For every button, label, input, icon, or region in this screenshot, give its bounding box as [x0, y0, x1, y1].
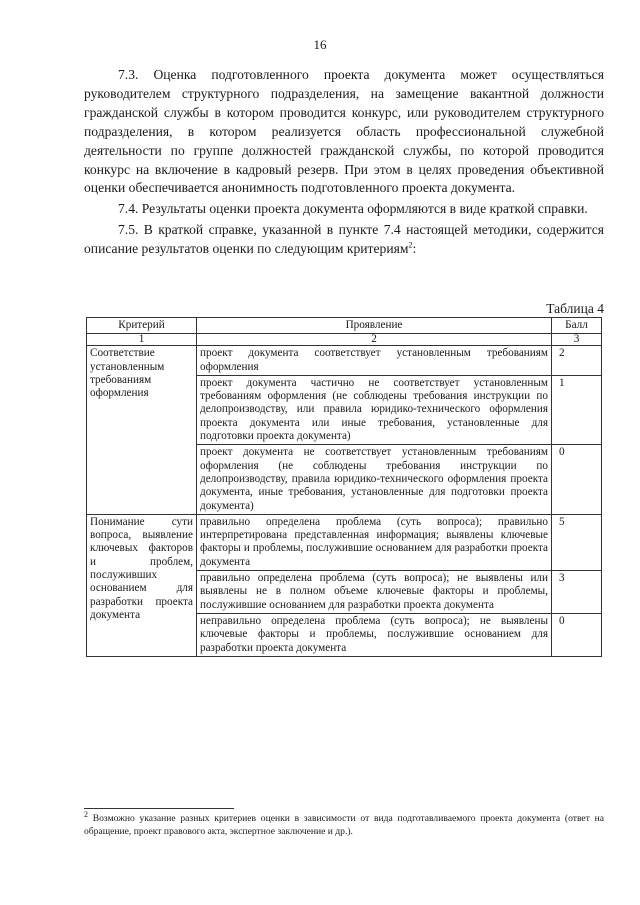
- footnote-divider: [84, 808, 234, 809]
- page-number: 16: [313, 37, 327, 52]
- score-cell: 1: [552, 375, 602, 444]
- column-number: 2: [197, 334, 552, 346]
- manifestation-cell: правильно определена проблема (суть вопроса); не выявлены или выявлены не в полном объеме ключевые факторы и проблемы, послужившие основанием для разработки проекта документа: [197, 571, 552, 614]
- body-text: [84, 66, 604, 261]
- manifestation-cell: проект документа не соответствует установленным требованиям оформления (не соблюдены требования инструкции по делопроизводству, правила юридико-технического оформления проекта документа, иные требования, установленные для подготовки проекта документа): [197, 445, 552, 514]
- header-criterion: Критерий: [87, 318, 197, 334]
- column-number: 3: [552, 334, 602, 346]
- criteria-table: [86, 317, 602, 657]
- footnote-ref: 2: [408, 240, 413, 250]
- paragraph-7-5-end: :: [412, 241, 417, 257]
- table-caption: Таблица 4: [546, 301, 604, 316]
- score-cell: 0: [552, 445, 602, 514]
- column-number: 1: [87, 334, 197, 346]
- paragraph-7-5-text: 7.5. В краткой справке, указанной в пункте 7.4 настоящей методики, содержится описание результатов оценки по следующим критериям: [84, 222, 604, 257]
- manifestation-cell: неправильно определена проблема (суть вопроса); не выявлены ключевые факторы и проблемы, послужившие основанием для разработки проекта документа: [197, 613, 552, 656]
- manifestation-cell: правильно определена проблема (суть вопроса); правильно интерпретирована представленная информация; выявлены ключевые факторы и проблемы, послужившие основанием для разработки проекта документа: [197, 514, 552, 570]
- criterion-cell: Понимание сути вопроса, выявление ключевых факторов и проблем, послуживших основанием для разработки проекта документа: [87, 514, 197, 656]
- footnote-number: 2: [84, 809, 88, 819]
- paragraph-7-4: 7.4. Результаты оценки проекта документа оформляются в виде краткой справки.: [118, 201, 588, 217]
- score-cell: 0: [552, 613, 602, 656]
- table-row: [87, 346, 602, 376]
- score-cell: 2: [552, 346, 602, 376]
- table-header-row: [87, 318, 602, 334]
- table-column-numbers-row: [87, 334, 602, 346]
- header-score: Балл: [552, 318, 602, 334]
- table-row: [87, 514, 602, 570]
- manifestation-cell: проект документа частично не соответствует установленным требованиям оформления (не соблюдены требования инструкции по делопроизводству, или правила юридико-технического оформления проекта документа или иные требования, установленные для подготовки проекта документа): [197, 375, 552, 444]
- criterion-cell: Соответствие установленным требованиям оформления: [87, 346, 197, 515]
- manifestation-cell: проект документа соответствует установленным требованиям оформления: [197, 346, 552, 376]
- footnote-text: Возможно указание разных критериев оценки в зависимости от вида подготавливаемого проекта документа (ответ на обращение, проект правового акта, экспертное заключение и др.).: [84, 813, 604, 837]
- header-manifestation: Проявление: [197, 318, 552, 334]
- footnote: [84, 809, 604, 838]
- paragraph-7-5: [84, 221, 604, 259]
- score-cell: 3: [552, 571, 602, 614]
- score-cell: 5: [552, 514, 602, 570]
- paragraph-7-3: 7.3. Оценка подготовленного проекта документа может осуществляться руководителем структурного подразделения, на замещение вакантной должности гражданской службы в котором проводится конкурс, или руководителем структурного подразделения, в котором реализуется область профессиональной служебной деятельности по группе должностей гражданской службы, по которой проводится конкурс на включение в кадровый резерв. При этом в целях проведения объективной оценки обеспечивается анонимность подготовленного проекта документа.: [84, 67, 604, 196]
